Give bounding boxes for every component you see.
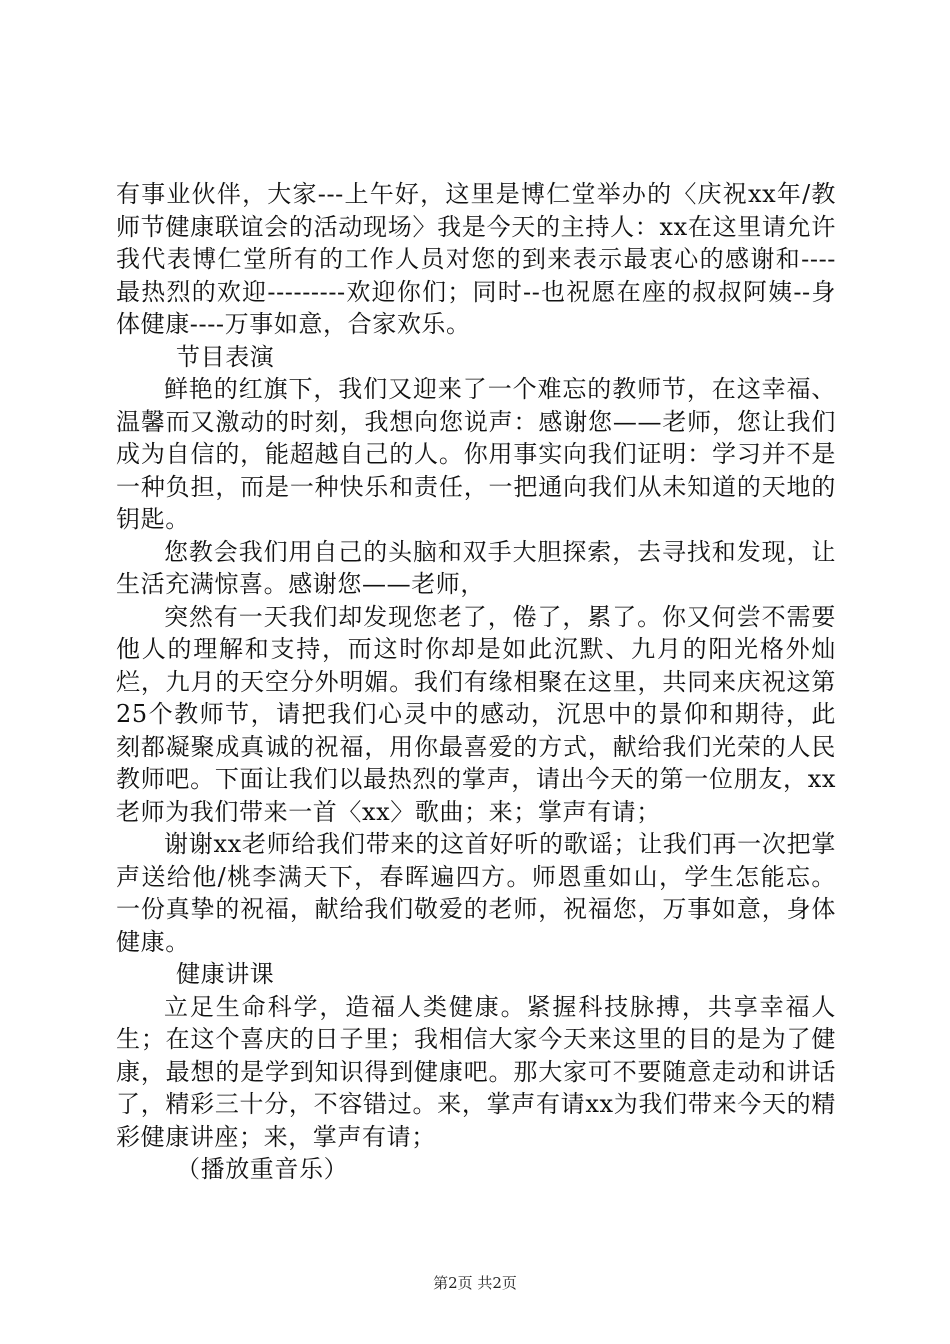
paragraph-red-flag: 鲜艳的红旗下，我们又迎来了一个难忘的教师节，在这幸福、温馨而又激动的时刻，我想向您说声：感谢您——老师，您让我们成为自信的，能超越自己的人。你用事实向我们证明：学习并不是一种负担，而是一种快乐和责任，一把通向我们从未知道的天地的钥匙。 [116,375,836,533]
paragraph-life-science: 立足生命科学，造福人类健康。紧握科技脉搏，共享幸福人生；在这个喜庆的日子里；我相信大家今天来这里的目的是为了健康，最想的是学到知识得到健康吧。那大家可不要随意走动和讲话了，精彩三十分，不容错过。来，掌声有请xx为我们带来今天的精彩健康讲座；来，掌声有请； [116,992,836,1151]
document-body [116,178,836,1186]
section-heading-health-lecture: 健康讲课 [176,960,275,988]
paragraph-music-note: （播放重音乐） [176,1155,349,1183]
paragraph-teachers-day: 突然有一天我们却发现您老了，倦了，累了。你又何尝不需要他人的理解和支持，而这时你却是如此沉默、九月的阳光格外灿烂，九月的天空分外明媚。我们有缘相聚在这里，共同来庆祝这第25个教师节，请把我们心灵中的感动，沉思中的景仰和期待，此刻都凝聚成真诚的祝福，用你最喜爱的方式，献给我们光荣的人民教师吧。下面让我们以最热烈的掌声，请出今天的第一位朋友，xx老师为我们带来一首〈xx〉歌曲；来；掌声有请； [116,602,836,826]
paragraph-thanks: 谢谢xx老师给我们带来的这首好听的歌谣；让我们再一次把掌声送给他/桃李满天下，春晖遍四方。师恩重如山，学生怎能忘。一份真挚的祝福，献给我们敬爱的老师，祝福您，万事如意，身体健康。 [116,830,836,956]
page-footer: 第2页 共2页 [433,1274,517,1292]
paragraph-explore: 您教会我们用自己的头脑和双手大胆探索，去寻找和发现，让生活充满惊喜。感谢您——老师， [116,537,836,598]
section-heading-performance: 节目表演 [176,342,275,371]
paragraph-opening: 有事业伙伴，大家---上午好，这里是博仁堂举办的〈庆祝xx年/教师节健康联谊会的活动现场〉我是今天的主持人：xx在这里请允许我代表博仁堂所有的工作人员对您的到来表示最衷心的感谢和----最热烈的欢迎---------欢迎你们；同时--也祝愿在座的叔叔阿姨--身体健康----万事如意，合家欢乐。 [116,180,836,338]
